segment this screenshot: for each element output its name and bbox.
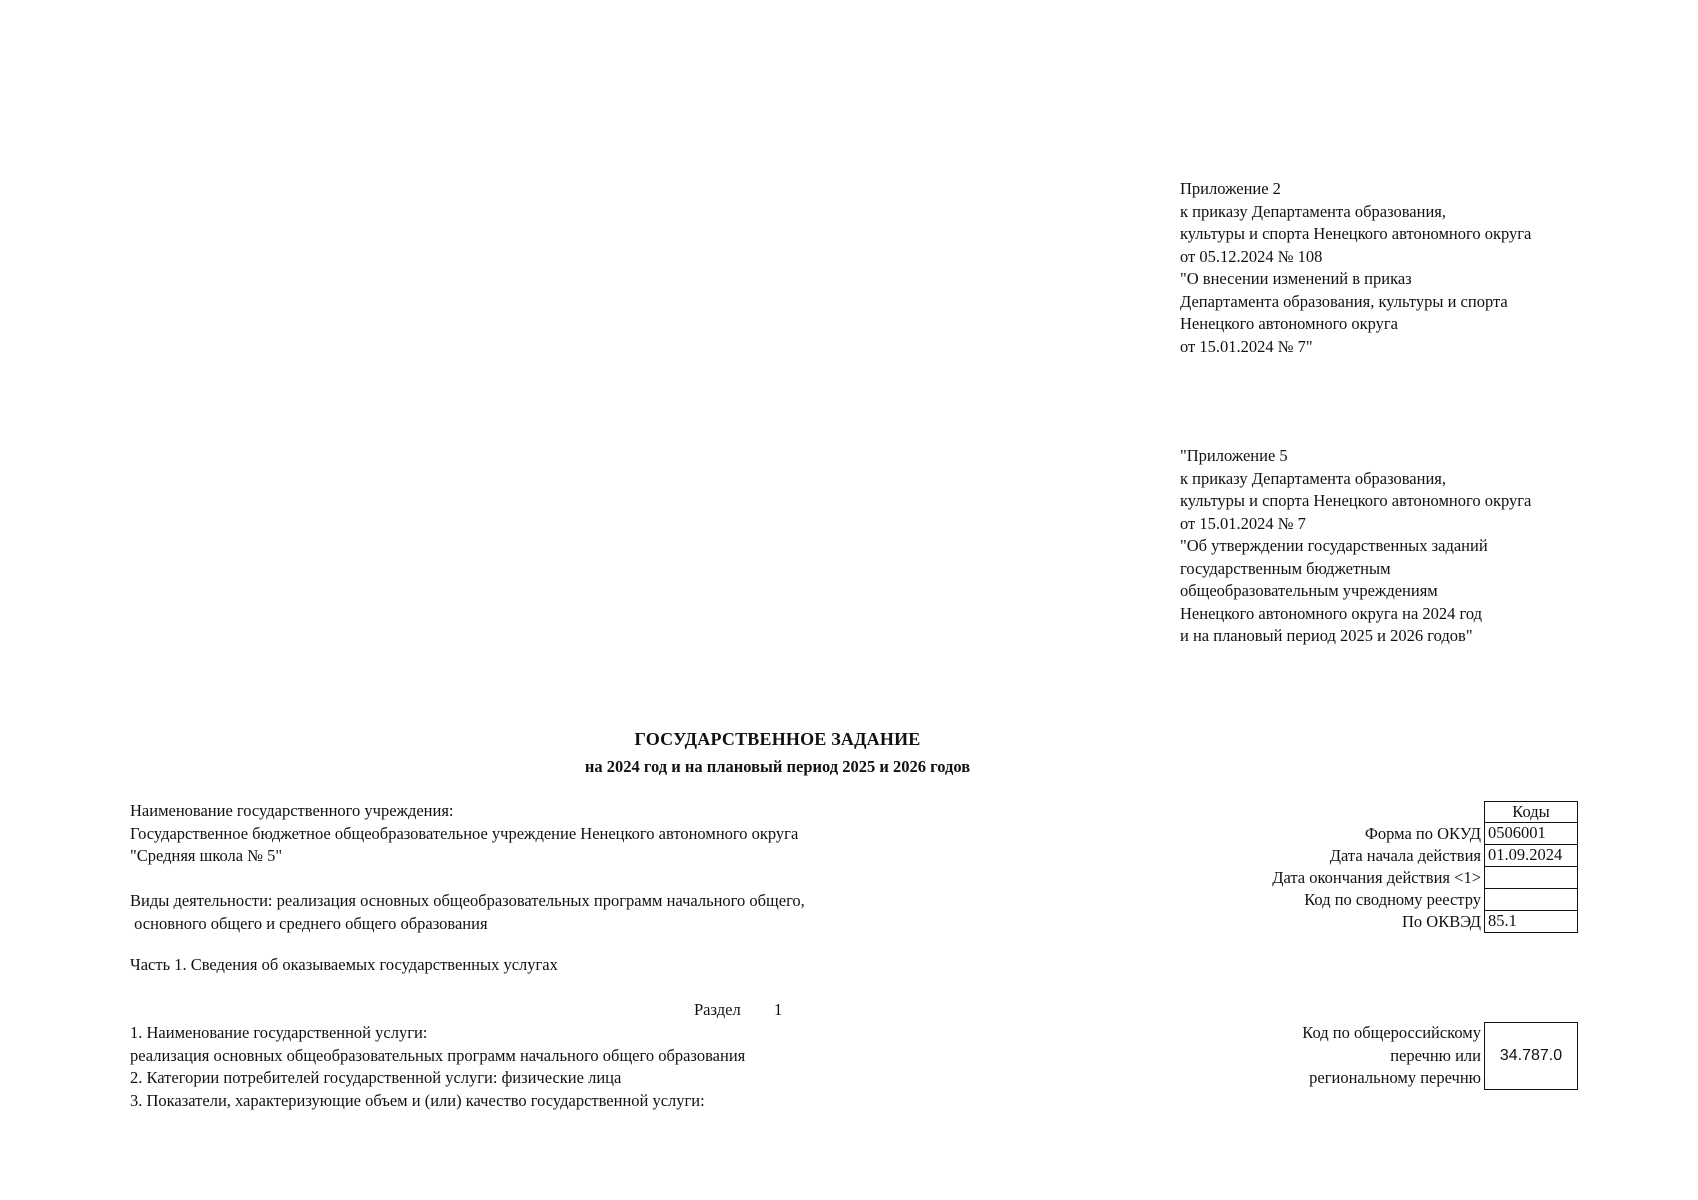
appendix-2-line: Ненецкого автономного округа [1180, 314, 1398, 333]
appendix-2-line: Приложение 2 [1180, 179, 1281, 198]
appendix-2-line: от 15.01.2024 № 7" [1180, 336, 1313, 356]
service-name-value: реализация основных общеобразовательных программ начального общего образования [130, 1045, 746, 1065]
appendix-5-line: государственным бюджетным [1180, 558, 1391, 578]
codes-row [1180, 823, 1580, 845]
code-label-end-date: Дата окончания действия <1> [1272, 868, 1481, 887]
code-label-start-date: Дата начала действия [1329, 846, 1481, 865]
registry-label-line: Код по общероссийскому [1302, 1023, 1481, 1042]
codes-table [1180, 801, 1580, 933]
codes-row [1180, 911, 1580, 933]
institution-name-line-2: "Средняя школа № 5" [130, 846, 283, 865]
code-label-registry: Код по сводному реестру [1304, 890, 1481, 909]
codes-row [1180, 889, 1580, 911]
service-name-label: 1. Наименование государственной услуги: [130, 1023, 428, 1042]
activities-section [130, 890, 805, 935]
registry-label-line: региональному перечню [1309, 1068, 1481, 1087]
appendix-5-line: "Об утверждении государственных заданий [1180, 536, 1488, 555]
code-value-registry [1484, 889, 1578, 911]
codes-header-spacer [1180, 801, 1484, 823]
appendix-5-line: общеобразовательным учреждениям [1180, 581, 1438, 600]
code-value-end-date [1484, 867, 1578, 889]
registry-label [1180, 1022, 1484, 1090]
appendix-5-line: от 15.01.2024 № 7 [1180, 513, 1306, 533]
code-label-okud: Форма по ОКУД [1364, 824, 1481, 843]
code-value-okud: 0506001 [1484, 823, 1578, 845]
institution-section [130, 800, 798, 868]
document-subtitle: на 2024 год и на плановый период 2025 и 2026 годов [584, 757, 971, 776]
institution-label: Наименование государственного учреждения: [130, 801, 454, 820]
part-1-heading: Часть 1. Сведения об оказываемых государственных услугах [130, 955, 558, 974]
section-label: Раздел [694, 1000, 741, 1019]
codes-row [1180, 845, 1580, 867]
code-label-okved: По ОКВЭД [1402, 912, 1481, 931]
codes-header-row [1180, 801, 1580, 823]
registry-value: 34.787.0 [1484, 1022, 1578, 1090]
activities-line-2: основного общего и среднего общего образования [130, 913, 488, 933]
appendix-2-header [1180, 178, 1531, 358]
registry-code-box [1180, 1022, 1580, 1090]
activities-line-1: Виды деятельности: реализация основных общеобразовательных программ начального общего, [130, 891, 805, 910]
appendix-5-header [1180, 445, 1531, 648]
appendix-2-line: от 05.12.2024 № 108 [1180, 246, 1323, 266]
appendix-5-line: к приказу Департамента образования, [1180, 468, 1447, 488]
code-value-start-date: 01.09.2024 [1484, 845, 1578, 867]
registry-label-line: перечню или [1390, 1045, 1481, 1065]
appendix-5-line: Ненецкого автономного округа на 2024 год [1180, 603, 1483, 623]
appendix-2-line: культуры и спорта Ненецкого автономного округа [1180, 224, 1532, 243]
service-section [130, 1022, 745, 1112]
appendix-2-line: к приказу Департамента образования, [1180, 201, 1447, 221]
appendix-2-line: Департамента образования, культуры и спорта [1180, 291, 1508, 311]
appendix-5-line: "Приложение 5 [1180, 446, 1288, 465]
codes-header: Коды [1484, 801, 1578, 823]
section-number: 1 [774, 1000, 783, 1019]
institution-name-line-1: Государственное бюджетное общеобразовательное учреждение Ненецкого автономного округа [130, 823, 799, 843]
service-consumers: 2. Категории потребителей государственной услуги: физические лица [130, 1068, 622, 1087]
document-title: ГОСУДАРСТВЕННОЕ ЗАДАНИЕ [634, 729, 921, 749]
appendix-2-line: "О внесении изменений в приказ [1180, 269, 1412, 288]
appendix-5-line: и на плановый период 2025 и 2026 годов" [1180, 626, 1473, 645]
code-value-okved: 85.1 [1484, 911, 1578, 933]
codes-row [1180, 867, 1580, 889]
service-indicators: 3. Показатели, характеризующие объем и (или) качество государственной услуги: [130, 1090, 705, 1110]
appendix-5-line: культуры и спорта Ненецкого автономного округа [1180, 491, 1532, 510]
